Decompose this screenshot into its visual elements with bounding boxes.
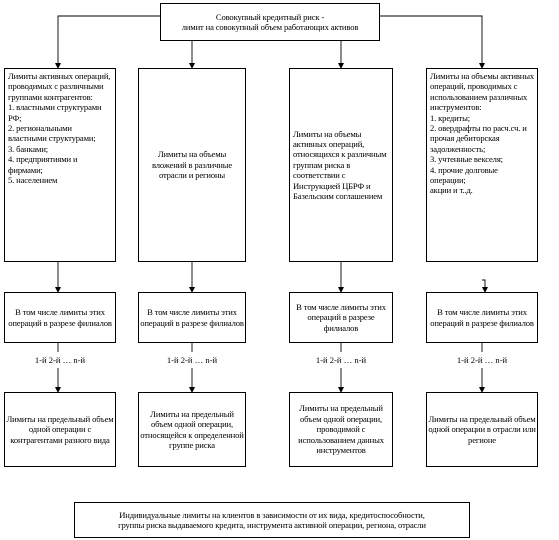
col3-branches-box bbox=[289, 292, 393, 343]
col1-levels: 1-й 2-й … n-й bbox=[34, 355, 86, 365]
total-credit-risk-box bbox=[160, 3, 380, 41]
col2-branches-text: В том числе лимиты этих операций в разрезе филиалов bbox=[140, 307, 244, 328]
col4-branches-box bbox=[426, 292, 538, 343]
col2-limits-box bbox=[138, 68, 246, 262]
col3-single-box bbox=[289, 392, 393, 467]
connector-top-col1 bbox=[58, 16, 160, 68]
col4-limits-text: Лимиты на объемы активных операций, проводимых с использованием различных инструментов: 1. кредиты; 2. овердрафты по расч.сч. и прочая дебиторская задолженность; 3. учтенные векселя; 4. прочие долговые операции; акции и т..д. bbox=[430, 71, 534, 196]
col4-single-box bbox=[426, 392, 538, 467]
col1-single-text: Лимиты на предельный объем одной операции с контрагентами разного вида bbox=[6, 413, 114, 445]
col1-branches-text: В том числе лимиты этих операций в разрезе филиалов bbox=[8, 307, 112, 328]
col3-branches-text: В том числе лимиты этих операций в разрезе филиалов bbox=[296, 301, 386, 333]
col2-single-box bbox=[138, 392, 246, 467]
col1-branches-box bbox=[4, 292, 116, 343]
col1-limits-box bbox=[4, 68, 116, 262]
individual-limits-text: Индивидуальные лимиты на клиентов в зависимости от их вида, кредитоспособности, группы риска выдаваемого кредита, инструмента активной операции, региона, отрасли bbox=[118, 509, 426, 530]
col3-limits-box bbox=[289, 68, 393, 262]
individual-limits-box bbox=[74, 502, 470, 538]
col4-levels: 1-й 2-й … n-й bbox=[456, 355, 508, 365]
col2-branches-box bbox=[138, 292, 246, 343]
connector-top-col4 bbox=[380, 16, 482, 68]
col3-single-text: Лимиты на предельный объем одной операции, проводимой с использованием данных инструментов bbox=[298, 403, 384, 456]
col2-levels: 1-й 2-й … n-й bbox=[166, 355, 218, 365]
col2-single-text: Лимиты на предельный объем одной операции, относящейся к определенной группе риска bbox=[140, 408, 244, 450]
col4-limits-box bbox=[426, 68, 538, 262]
col1-single-box bbox=[4, 392, 116, 467]
col3-limits-text: Лимиты на объемы активных операций, относящихся к различным группам риска в соответствии с Инструкцией ЦБРФ и Базельским соглашением bbox=[293, 128, 387, 202]
connector-col4-branches bbox=[482, 280, 485, 292]
col1-limits-text: Лимиты активных операций, проводимых с различными группами контрагентов: 1. властными структурами РФ; 2. региональными властными структурами; 3. банками; 4. предприятиями и фирмами; 5. населением bbox=[8, 71, 111, 186]
total-credit-risk-text: Совокупный кредитный риск - лимит на совокупный объем работающих активов bbox=[181, 11, 359, 32]
col2-limits-text: Лимиты на объемы вложений в различные отрасли и регионы bbox=[151, 149, 232, 181]
col3-levels: 1-й 2-й … n-й bbox=[315, 355, 367, 365]
col4-single-text: Лимиты на предельный объем одной операции в отрасли или регионе bbox=[428, 413, 536, 445]
col4-branches-text: В том числе лимиты этих операций в разрезе филиалов bbox=[430, 307, 534, 328]
